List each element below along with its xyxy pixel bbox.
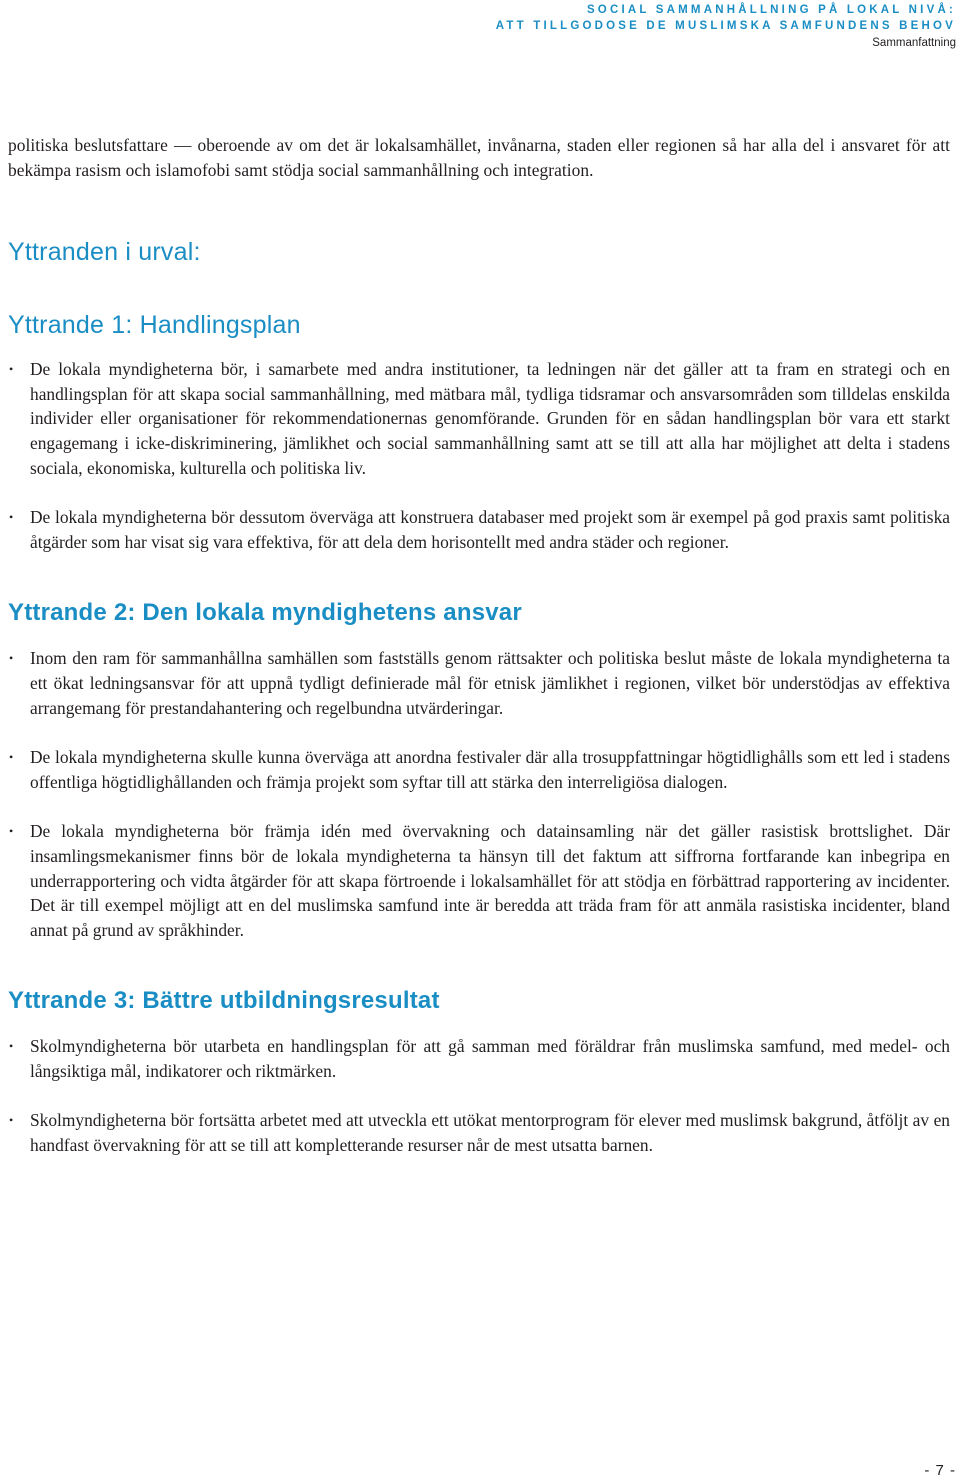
statement3-list	[8, 1034, 950, 1157]
statement3-heading: Yttrande 3: Bättre utbildningsresultat	[8, 987, 440, 1015]
header-title-line1: SOCIAL SAMMANHÅLLNING PÅ LOKAL NIVÅ:	[586, 4, 956, 16]
header-section-label: Sammanfattning	[872, 37, 956, 49]
bullet-icon: •	[9, 824, 14, 839]
bullet-icon: •	[9, 510, 14, 525]
list-item	[8, 1034, 950, 1083]
statements-heading: Yttranden i urval:	[8, 238, 201, 267]
running-header	[496, 2, 956, 51]
list-item-text: De lokala myndigheterna skulle kunna överväga att anordna festivaler där alla trosuppfattningar högtidlighålls som ett led i stadens offentliga högtidlighållanden och främja projekt som syftar till att stärka den interreligiösa dialogen.	[30, 747, 950, 792]
list-item	[8, 745, 950, 794]
statement2-heading: Yttrande 2: Den lokala myndighetens ansvar	[8, 599, 522, 627]
bullet-icon: •	[9, 1113, 14, 1128]
bullet-icon: •	[9, 362, 14, 377]
bullet-icon: •	[9, 651, 14, 666]
statement2-list	[8, 646, 950, 942]
page-content	[8, 133, 950, 1158]
list-item-text: De lokala myndigheterna bör dessutom överväga att konstruera databaser med projekt som är exempel på god praxis samt politiska åtgärder som har visat sig vara effektiva, för att dela dem horisontellt med andra städer och regioner.	[30, 507, 950, 552]
list-item-text: De lokala myndigheterna bör främja idén med övervakning och datainsamling när det gäller rasistisk brottslighet. Där insamlingsmekanismer finns bör de lokala myndigheterna ta hänsyn till det faktum att siffrorna fortfarande kan inbegripa en underrapportering och vidta åtgärder för att skapa förtroende i lokalsamhället för att stödja en förbättrad rapportering av incidenter. Det är till exempel möjligt att en del muslimska samfund inte är beredda att träda fram för att anmäla rasistiska incidenter, bland annat på grund av språkhinder.	[30, 821, 950, 940]
header-title-line2: ATT TILLGODOSE DE MUSLIMSKA SAMFUNDENS BEHOV	[495, 20, 956, 32]
bullet-icon: •	[9, 750, 14, 765]
statement1-heading: Yttrande 1: Handlingsplan	[8, 311, 301, 340]
list-item-text: Inom den ram för sammanhållna samhällen som fastställs genom rättsakter och politiska beslut måste de lokala myndigheterna ta ett ökat ledningsansvar för att uppnå tydligt definierade mål för etnisk jämlikhet i regionen, vilket bör understödjas av effektiva arrangemang för prestandahantering och regelbundna utvärderingar.	[30, 648, 950, 718]
bullet-icon: •	[9, 1039, 14, 1054]
list-item-text: De lokala myndigheterna bör, i samarbete med andra institutioner, ta ledningen när det gäller att ta fram en strategi och en handlingsplan för att skapa social sammanhållning, med mätbara mål, tydliga tidsramar och ansvarsområden som tilldelas enskilda individer eller organisationer för rekommendationernas genomförande. Grunden för en sådan handlingsplan bör vara ett starkt engagemang i icke-diskriminering, jämlikhet och social sammanhållning samt att se till att alla har möjlighet att delta i stadens sociala, ekonomiska, kulturella och politiska liv.	[30, 359, 950, 478]
list-item-text: Skolmyndigheterna bör utarbeta en handlingsplan för att gå samman med föräldrar från muslimska samfund, med medel- och långsiktiga mål, indikatorer och riktmärken.	[30, 1036, 950, 1081]
intro-paragraph: politiska beslutsfattare — oberoende av om det är lokalsamhället, invånarna, staden eller regionen så har alla del i ansvaret för att bekämpa rasism och islamofobi samt stödja social sammanhållning och integration.	[8, 135, 950, 180]
page-number: - 7 -	[924, 1462, 956, 1479]
list-item-text: Skolmyndigheterna bör fortsätta arbetet med att utveckla ett utökat mentorprogram för elever med muslimsk bakgrund, åtföljt av en handfast övervakning för att se till att kompletterande resurser når de mest utsatta barnen.	[30, 1110, 950, 1156]
list-item	[8, 819, 950, 942]
list-item	[8, 1108, 950, 1157]
list-item	[8, 646, 950, 720]
list-item	[8, 357, 950, 480]
list-item	[8, 505, 950, 554]
statement1-list	[8, 357, 950, 554]
